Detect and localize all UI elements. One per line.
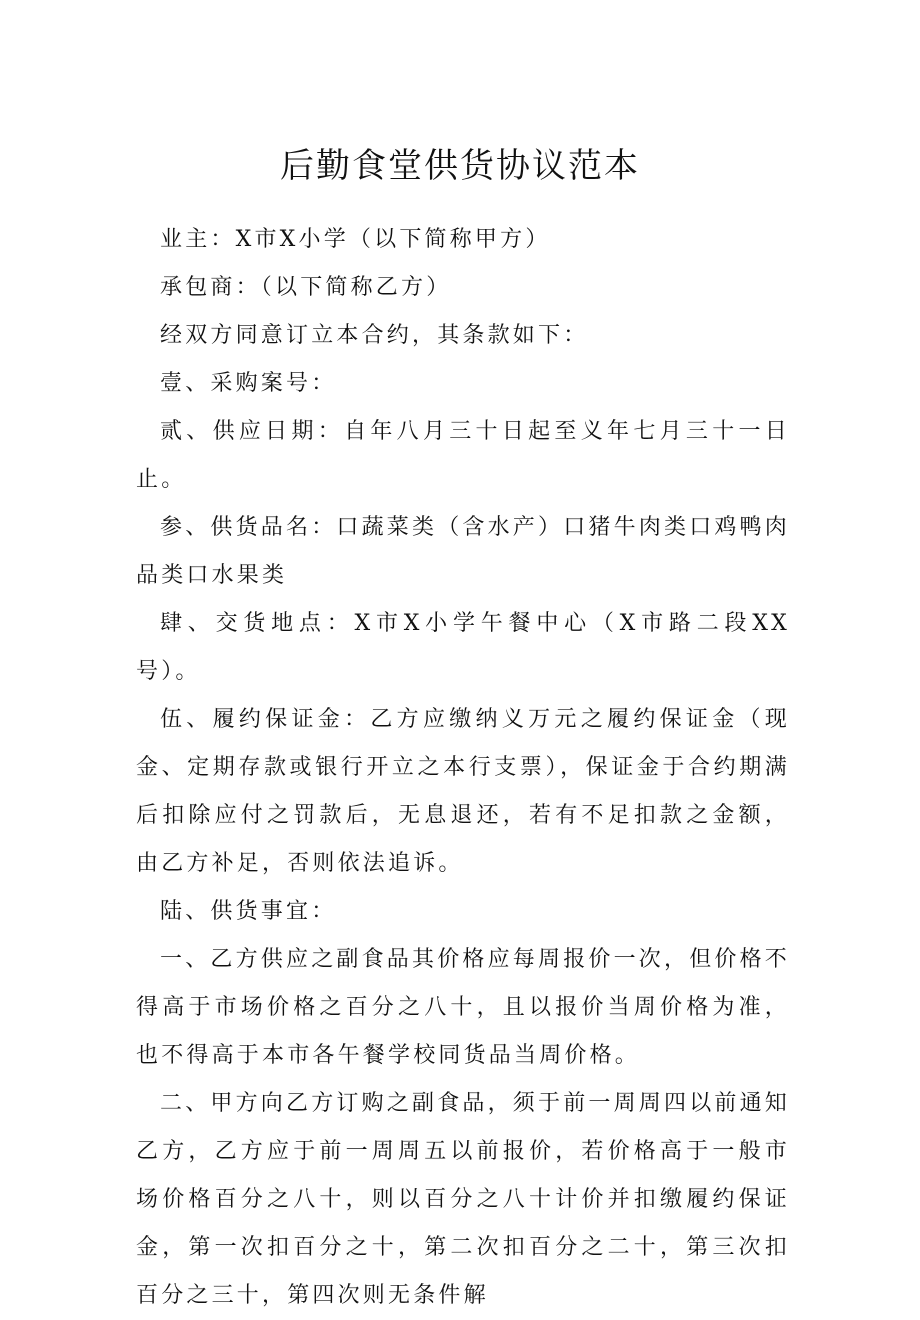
paragraph-deposit: 伍、履约保证金：乙方应缴纳义万元之履约保证金（现金、定期存款或银行开立之本行支票），保证金于合约期满后扣除应付之罚款后，无息退还，若有不足扣款之金额，由乙方补足，否则依法追诉。 — [136, 707, 790, 876]
document-body — [136, 216, 790, 1320]
paragraph-goods: 参、供货品名：口蔬菜类（含水产）口猪牛肉类口鸡鸭肉品类口水果类 — [136, 515, 791, 588]
paragraph-clause-1: 一、乙方供应之副食品其价格应每周报价一次，但价格不得高于市场价格之百分之八十，且以报价当周价格为准，也不得高于本市各午餐学校同货品当周价格。 — [136, 947, 791, 1068]
paragraph-delivery-location: 肆、交货地点：X市X小学午餐中心（X市路二段XX号）。 — [136, 611, 790, 684]
paragraph-case-number: 壹、采购案号： — [160, 371, 337, 396]
paragraph-agreement: 经双方同意订立本合约，其条款如下： — [160, 323, 589, 348]
paragraph-clause-2: 二、甲方向乙方订购之副食品，须于前一周周四以前通知乙方，乙方应于前一周周五以前报价，若价格高于一般市场价格百分之八十，则以百分之八十计价并扣缴履约保证金，第一次扣百分之十，第二次扣百分之二十，第三次扣百分之三十，第四次则无条件解 — [136, 1091, 791, 1308]
document-title: 后勤食堂供货协议范本 — [280, 146, 640, 186]
paragraph-contractor: 承包商：（以下简称乙方） — [160, 275, 452, 300]
paragraph-owner: 业主：X市X小学（以下简称甲方） — [160, 227, 551, 252]
paragraph-supply-date: 贰、供应日期：自年八月三十日起至义年七月三十一日止。 — [136, 419, 790, 492]
paragraph-supply-matters: 陆、供货事宜： — [160, 899, 337, 924]
